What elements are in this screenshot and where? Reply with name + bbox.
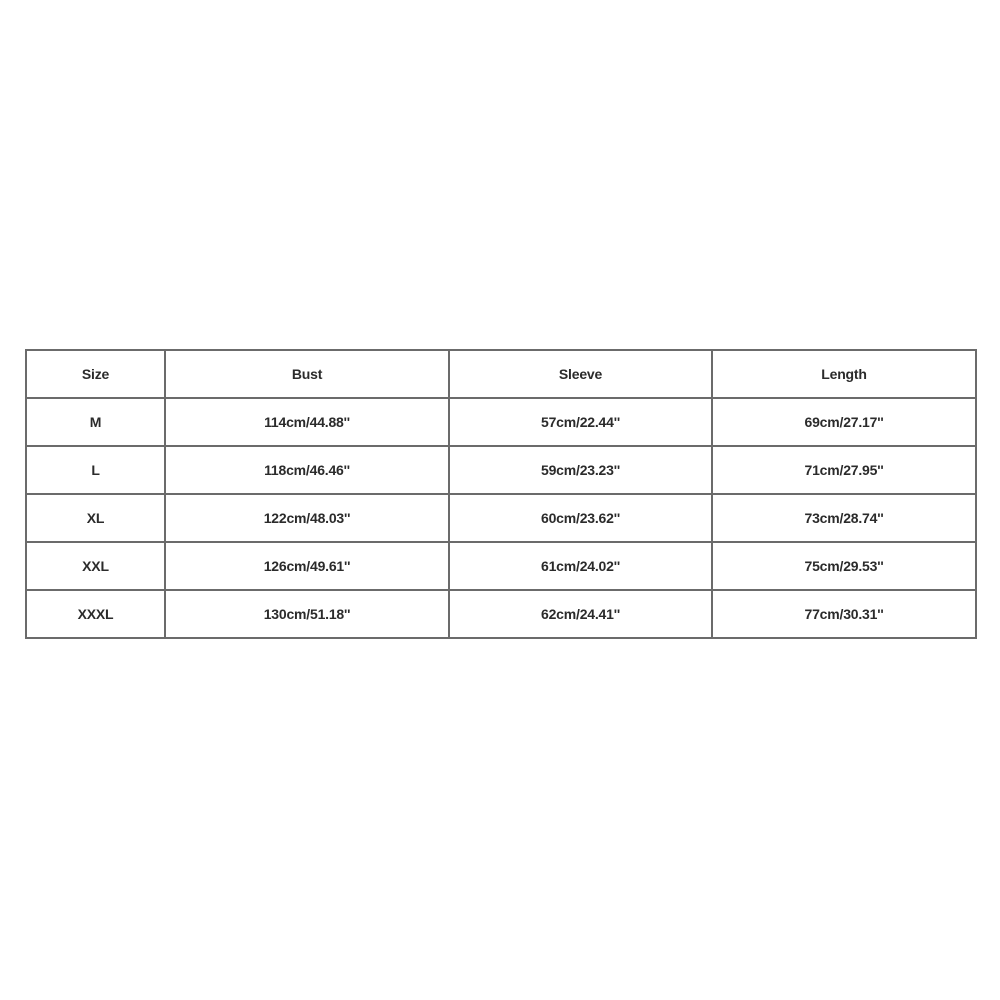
cell-sleeve: 59cm/23.23'' [449, 446, 712, 494]
cell-size: L [26, 446, 165, 494]
cell-length: 73cm/28.74'' [712, 494, 976, 542]
header-sleeve: Sleeve [449, 350, 712, 398]
table-row [26, 446, 976, 494]
cell-sleeve: 57cm/22.44'' [449, 398, 712, 446]
table-header-row [26, 350, 976, 398]
cell-length: 75cm/29.53'' [712, 542, 976, 590]
cell-size: XXXL [26, 590, 165, 638]
cell-bust: 114cm/44.88'' [165, 398, 449, 446]
table-row [26, 590, 976, 638]
header-length: Length [712, 350, 976, 398]
header-bust: Bust [165, 350, 449, 398]
cell-sleeve: 61cm/24.02'' [449, 542, 712, 590]
table-row [26, 398, 976, 446]
cell-size: XXL [26, 542, 165, 590]
size-chart-table [25, 349, 977, 639]
cell-bust: 122cm/48.03'' [165, 494, 449, 542]
table-row [26, 494, 976, 542]
cell-sleeve: 60cm/23.62'' [449, 494, 712, 542]
cell-length: 69cm/27.17'' [712, 398, 976, 446]
cell-size: M [26, 398, 165, 446]
cell-length: 71cm/27.95'' [712, 446, 976, 494]
cell-bust: 126cm/49.61'' [165, 542, 449, 590]
cell-bust: 130cm/51.18'' [165, 590, 449, 638]
cell-length: 77cm/30.31'' [712, 590, 976, 638]
cell-sleeve: 62cm/24.41'' [449, 590, 712, 638]
table-row [26, 542, 976, 590]
header-size: Size [26, 350, 165, 398]
cell-bust: 118cm/46.46'' [165, 446, 449, 494]
cell-size: XL [26, 494, 165, 542]
